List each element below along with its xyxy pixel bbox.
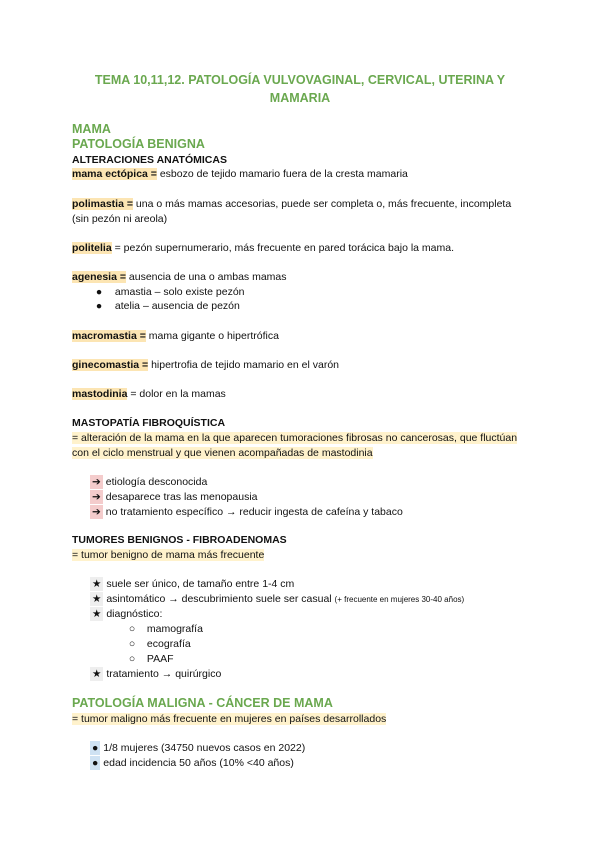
definition-ginecomastia: ginecomastia = hipertrofia de tejido mamario en el varón: [72, 359, 340, 371]
term: agenesia =: [72, 271, 126, 283]
section-heading-mama: MAMA: [72, 122, 111, 136]
list-item: ● atelia – ausencia de pezón: [92, 299, 240, 313]
list-item: ○ ecografía: [126, 637, 191, 651]
bullet-icon: ●: [95, 300, 103, 312]
definition-agenesia: agenesia = ausencia de una o ambas mamas: [72, 271, 287, 283]
list-item: ★ suele ser único, de tamaño entre 1-4 cm: [92, 578, 295, 590]
definition-polimastia: polimastia = una o más mamas accesorias, puede ser completa o, más frecuente, incompleta (sin pezón ni areola): [72, 198, 512, 225]
term: macromastia =: [72, 330, 146, 342]
section-heading-benigna: PATOLOGÍA BENIGNA: [72, 137, 205, 151]
bullet-icon: ●: [92, 757, 99, 769]
star-icon: ★: [92, 608, 102, 620]
definition-macromastia: macromastia = mama gigante o hipertrófica: [72, 330, 279, 342]
list-item: ● 1/8 mujeres (34750 nuevos casos en 2022): [92, 742, 306, 754]
page-title: TEMA 10,11,12. PATOLOGÍA VULVOVAGINAL, CERVICAL, UTERINA Y MAMARIA: [94, 73, 506, 105]
arrow-icon: ➔: [92, 476, 101, 488]
list-item: ○ PAAF: [126, 652, 174, 666]
bullet-icon: ●: [92, 742, 99, 754]
term: ginecomastia =: [72, 359, 149, 371]
bullet-icon: ●: [95, 286, 103, 298]
star-icon: ★: [92, 593, 102, 605]
list-item: ★ diagnóstico:: [92, 608, 163, 620]
circle-icon: ○: [128, 653, 136, 665]
list-item: ● amastia – solo existe pezón: [92, 285, 245, 299]
list-item: ➔ desaparece tras las menopausia: [92, 491, 258, 503]
definition-mama-ectopica: mama ectópica = esbozo de tejido mamario fuera de la cresta mamaria: [72, 168, 408, 180]
list-item: ○ mamografía: [126, 622, 203, 636]
list-item: ★ tratamiento → quirúrgico: [92, 668, 222, 680]
subheading-tumores: TUMORES BENIGNOS - FIBROADENOMAS: [72, 534, 287, 546]
list-item: ★ asintomático → descubrimiento suele ser casual (+ frecuente en mujeres 30-40 años): [92, 593, 465, 605]
definition-maligna: = tumor maligno más frecuente en mujeres en países desarrollados: [72, 713, 387, 725]
arrow-icon: ➔: [92, 506, 101, 518]
list-item: ➔ etiología desconocida: [92, 476, 208, 488]
list-item: ● edad incidencia 50 años (10% <40 años): [92, 757, 294, 769]
subheading-mastopatia: MASTOPATÍA FIBROQUÍSTICA: [72, 417, 226, 429]
definition-tumores: = tumor benigno de mama más frecuente: [72, 549, 265, 561]
term: polimastia =: [72, 198, 133, 210]
term: politelia: [72, 242, 112, 254]
term: mama ectópica =: [72, 168, 157, 180]
circle-icon: ○: [128, 638, 136, 650]
arrow-icon: ➔: [92, 491, 101, 503]
list-item: ➔ no tratamiento específico → reducir ingesta de cafeína y tabaco: [92, 506, 403, 518]
definition-mastodinia: mastodinia = dolor en la mamas: [72, 388, 226, 400]
definition-mastopatia: = alteración de la mama en la que aparecen tumoraciones fibrosas no cancerosas, que fluctúan con el ciclo menstrual y que vienen acompañadas de mastodinia: [72, 432, 518, 459]
section-heading-maligna: PATOLOGÍA MALIGNA - CÁNCER DE MAMA: [72, 696, 333, 710]
subheading-alteraciones: ALTERACIONES ANATÓMICAS: [72, 154, 227, 166]
star-icon: ★: [92, 668, 102, 680]
definition-politelia: politelia = pezón supernumerario, más frecuente en pared torácica bajo la mama.: [72, 242, 454, 254]
star-icon: ★: [92, 578, 102, 590]
circle-icon: ○: [128, 623, 136, 635]
term: mastodinia: [72, 388, 128, 400]
